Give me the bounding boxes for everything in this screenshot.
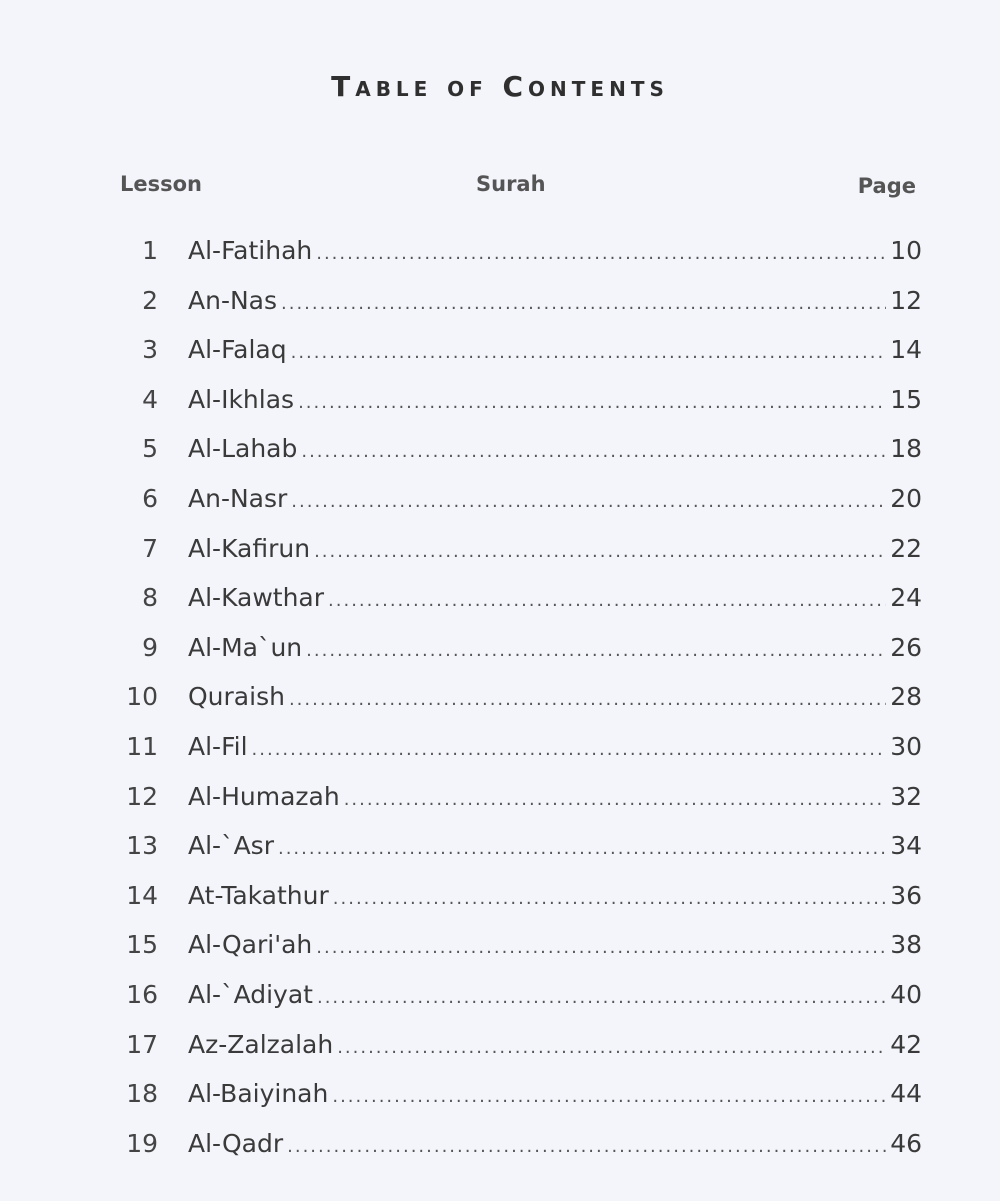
dot-leader — [289, 689, 886, 710]
surah-name: Al-Falaq — [188, 335, 287, 365]
lesson-number: 19 — [126, 1128, 158, 1158]
lesson-number: 10 — [126, 682, 158, 712]
page-number: 22 — [890, 533, 922, 563]
page-number: 10 — [890, 236, 922, 265]
surah-name: Al-Qadr — [188, 1128, 284, 1158]
contents-row — [0, 873, 1000, 923]
contents-row — [0, 377, 1000, 427]
lesson-number: 16 — [126, 979, 158, 1009]
dot-leader — [333, 888, 886, 909]
dot-leader — [306, 640, 886, 661]
contents-row — [0, 1121, 1000, 1171]
page-column-header: Page — [857, 174, 916, 198]
dot-leader — [314, 541, 886, 562]
contents-row — [0, 476, 1000, 526]
contents-entry — [188, 980, 922, 1009]
dot-leader — [344, 789, 887, 810]
lesson-number: 2 — [142, 285, 158, 315]
contents-row — [0, 922, 1000, 972]
dot-leader — [328, 590, 886, 611]
surah-name: Az-Zalzalah — [188, 1029, 334, 1059]
dot-leader — [287, 1136, 886, 1157]
dot-leader — [298, 392, 886, 413]
page-number: 30 — [890, 731, 922, 761]
surah-name: At-Takathur — [188, 880, 329, 910]
contents-row — [0, 823, 1000, 873]
lesson-number: 3 — [142, 335, 158, 365]
page-number: 44 — [890, 1079, 922, 1109]
dot-leader — [317, 987, 886, 1008]
dot-leader — [301, 441, 886, 462]
dot-leader — [332, 1086, 886, 1107]
contents-row — [0, 575, 1000, 625]
page-number: 40 — [890, 979, 922, 1009]
page-title: Table of Contents — [331, 70, 669, 103]
surah-name: Al-Qari'ah — [188, 930, 313, 960]
lesson-number: 11 — [126, 731, 158, 761]
page-number: 34 — [890, 831, 922, 861]
contents-row — [0, 1071, 1000, 1121]
surah-name: Al-`Asr — [188, 831, 274, 861]
contents-entry — [188, 484, 922, 513]
contents-entry — [188, 1079, 922, 1108]
contents-entry — [188, 385, 922, 414]
contents-entry — [188, 831, 922, 860]
surah-name: Al-Humazah — [188, 781, 340, 811]
page-number: 38 — [890, 930, 922, 960]
contents-entry — [188, 434, 922, 463]
lesson-number: 5 — [142, 434, 158, 464]
surah-name: Al-Fatihah — [188, 236, 313, 265]
contents-entry — [188, 881, 922, 910]
surah-name: Al-`Adiyat — [188, 979, 313, 1009]
page-number: 14 — [890, 335, 922, 365]
page-number: 46 — [890, 1128, 922, 1158]
surah-name: Al-Kawthar — [188, 583, 325, 613]
contents-entry — [188, 1030, 922, 1059]
page-number: 18 — [890, 434, 922, 464]
lesson-number: 7 — [142, 533, 158, 563]
lesson-number: 18 — [126, 1079, 158, 1109]
page-number: 42 — [890, 1029, 922, 1059]
lesson-number: 13 — [126, 831, 158, 861]
lesson-number: 4 — [142, 384, 158, 414]
dot-leader — [281, 293, 886, 314]
page-number: 24 — [890, 583, 922, 613]
page-number: 32 — [890, 781, 922, 811]
surah-name: Al-Baiyinah — [188, 1079, 329, 1109]
page-number: 36 — [890, 880, 922, 910]
contents-row — [0, 228, 1000, 278]
dot-leader — [278, 838, 886, 859]
dot-leader — [316, 243, 886, 264]
lesson-number: 15 — [126, 930, 158, 960]
contents-entry — [188, 583, 922, 612]
contents-entry — [188, 534, 922, 563]
lesson-number: 17 — [126, 1029, 158, 1059]
dot-leader — [252, 739, 887, 760]
contents-entry — [188, 732, 922, 761]
surah-name: Quraish — [188, 682, 285, 712]
surah-name: An-Nas — [188, 285, 278, 315]
dot-leader — [337, 1037, 886, 1058]
contents-row — [0, 724, 1000, 774]
contents-entry — [188, 286, 922, 315]
contents-entry — [188, 335, 922, 364]
contents-entry — [188, 782, 922, 811]
contents-row — [0, 1022, 1000, 1072]
page-number: 28 — [890, 682, 922, 712]
surah-name: Al-Kafirun — [188, 533, 311, 563]
contents-entry — [188, 633, 922, 662]
contents-row — [0, 972, 1000, 1022]
dot-leader — [316, 937, 886, 958]
surah-name: Al-Lahab — [188, 434, 298, 464]
column-headers — [0, 168, 1000, 202]
lesson-number: 1 — [142, 236, 158, 265]
contents-list — [0, 228, 1000, 1170]
surah-name: Al-Fil — [188, 731, 248, 761]
lesson-number: 9 — [142, 632, 158, 662]
page-number: 20 — [890, 483, 922, 513]
contents-row — [0, 327, 1000, 377]
dot-leader — [291, 342, 887, 363]
dot-leader — [291, 491, 886, 512]
lesson-number: 6 — [142, 483, 158, 513]
lesson-number: 12 — [126, 781, 158, 811]
contents-row — [0, 526, 1000, 576]
contents-row — [0, 674, 1000, 724]
surah-name: Al-Ma`un — [188, 632, 303, 662]
contents-entry — [188, 930, 922, 959]
contents-entry — [188, 1129, 922, 1158]
lesson-column-header: Lesson — [120, 172, 203, 196]
page-number: 15 — [890, 384, 922, 414]
contents-row — [0, 774, 1000, 824]
lesson-number: 14 — [126, 880, 158, 910]
surah-column-header: Surah — [476, 172, 546, 196]
surah-name: An-Nasr — [188, 483, 288, 513]
surah-name: Al-Ikhlas — [188, 384, 295, 414]
lesson-number: 8 — [142, 583, 158, 613]
contents-entry — [188, 682, 922, 711]
page-number: 12 — [890, 285, 922, 315]
contents-row — [0, 278, 1000, 328]
contents-row — [0, 625, 1000, 675]
page-number: 26 — [890, 632, 922, 662]
contents-row — [0, 426, 1000, 476]
contents-entry — [188, 236, 922, 265]
